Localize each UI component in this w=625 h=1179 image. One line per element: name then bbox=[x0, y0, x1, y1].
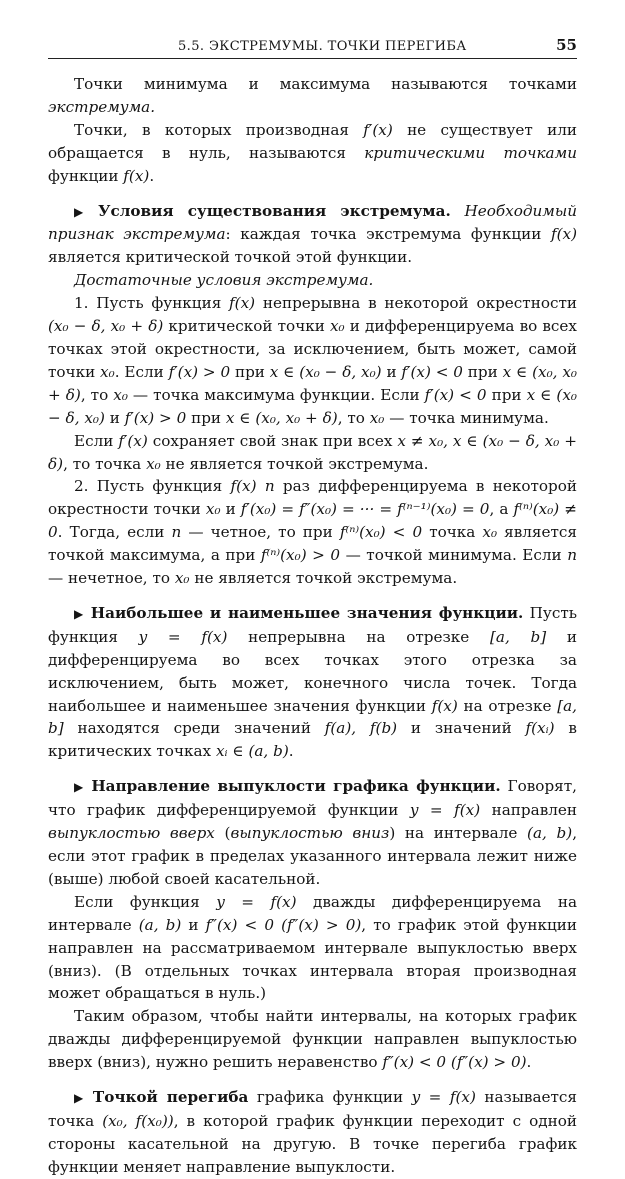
formula: f(xᵢ) bbox=[525, 719, 555, 738]
text: , а bbox=[489, 500, 514, 519]
text: , то bbox=[80, 385, 114, 404]
text: Пусть функция bbox=[48, 603, 578, 646]
formula: y = f(x) bbox=[409, 801, 481, 820]
text: непрерывна в некоторой окрестности bbox=[255, 294, 577, 313]
formula: f′(x) > 0 bbox=[124, 408, 187, 427]
text: , если этот график в пределах указанного интервала лежит ниже (выше) любой своей касательной. bbox=[48, 824, 578, 888]
paragraph-no-extremum-condition bbox=[48, 430, 577, 476]
text: является точкой максимума, а при bbox=[48, 523, 577, 565]
text: не является точкой экстремума. bbox=[160, 454, 429, 473]
formula: y = f(x) bbox=[138, 627, 228, 646]
text: при bbox=[462, 362, 503, 381]
formula: x ≠ x₀, x ∈ (x₀ − δ, x₀ + δ) bbox=[48, 431, 578, 473]
section-marker-icon: ▶ bbox=[74, 780, 86, 795]
formula: x₀ bbox=[113, 385, 128, 404]
text: , то точка bbox=[63, 454, 147, 473]
text: . bbox=[526, 1053, 532, 1072]
text: , то график этой функции направлен на рассматриваемом интервале выпуклостью вверх (вниз). (В отдельных точках интервала вторая производная может обращаться в нуль.) bbox=[48, 915, 577, 1003]
formula: f(x) bbox=[550, 225, 578, 244]
paragraph-first-sufficient-condition bbox=[48, 292, 577, 429]
formula: f′(x₀) = f″(x₀) = ··· = f⁽ⁿ⁻¹⁾(x₀) = 0 bbox=[240, 500, 490, 519]
text: сохраняет свой знак при всех bbox=[147, 431, 398, 450]
section-heading: Условия существования экстремума. bbox=[98, 201, 451, 220]
text: и дифференцируема во всех точках этого отрезка за исключением, быть может, конечного числа точек. Тогда наибольшее и наименьшее значения функции bbox=[48, 627, 577, 715]
section-max-min-values bbox=[48, 602, 577, 763]
text: Точки, в которых производная bbox=[74, 120, 364, 139]
formula: xᵢ ∈ (a, b) bbox=[215, 742, 289, 761]
text: при bbox=[186, 408, 226, 427]
subheading: Достаточные условия экстремума. bbox=[74, 271, 374, 290]
formula: x₀ bbox=[146, 454, 161, 473]
formula: f⁽ⁿ⁾(x₀) > 0 bbox=[260, 546, 341, 565]
section-heading: Наибольшее и наименьшее значения функции. bbox=[90, 603, 524, 622]
section-convexity-direction bbox=[48, 775, 577, 891]
text: и значений bbox=[397, 719, 526, 738]
formula: n bbox=[264, 477, 275, 496]
text: непрерывна на отрезке bbox=[227, 627, 490, 646]
paragraph-critical-points bbox=[48, 119, 577, 188]
text: при bbox=[486, 385, 527, 404]
formula: f(x) bbox=[229, 294, 256, 313]
formula: (x₀, f(x₀)) bbox=[102, 1111, 174, 1130]
text: Если функция bbox=[74, 892, 217, 911]
term-critical-points: критическими точками bbox=[364, 143, 577, 162]
text: ( bbox=[214, 824, 231, 843]
text: графика функции bbox=[248, 1088, 412, 1107]
text bbox=[257, 477, 265, 495]
formula: x ∈ (x₀ − δ, x₀) bbox=[48, 385, 577, 427]
text: точка bbox=[422, 523, 483, 542]
subheading-sufficient-conditions bbox=[48, 269, 577, 292]
formula: n bbox=[567, 546, 577, 565]
text: не является точкой экстремума. bbox=[189, 569, 458, 588]
formula: x ∈ (x₀, x₀ + δ) bbox=[48, 362, 577, 404]
text: — точка максимума функции. Если bbox=[127, 385, 425, 404]
text: Точки минимума и максимума называются точками bbox=[74, 75, 577, 93]
text: ) на интервале bbox=[389, 824, 528, 843]
text: — точка минимума. bbox=[384, 408, 549, 427]
formula: x₀ bbox=[329, 317, 345, 336]
paragraph-second-derivative-test bbox=[48, 891, 577, 1006]
paragraph-extremum-definition bbox=[48, 73, 577, 119]
formula: f(a), f(b) bbox=[324, 719, 398, 738]
text: Таким образом, чтобы найти интервалы, на которых график дважды дифференцируемой функции направлен выпуклостью вверх (вниз), нужно решить неравенство bbox=[48, 1007, 577, 1072]
formula: x₀ bbox=[100, 362, 115, 381]
text: и дифференцируема во всех точках этой окрестности, за исключением, быть может, самой точки bbox=[48, 317, 577, 381]
text: . Тогда, если bbox=[57, 523, 172, 542]
section-extremum-conditions bbox=[48, 200, 577, 270]
section-marker-icon: ▶ bbox=[74, 606, 85, 621]
text: называется точка bbox=[48, 1088, 577, 1130]
text: . bbox=[288, 742, 294, 761]
formula: f(x) bbox=[431, 696, 458, 715]
text: направлен bbox=[480, 801, 577, 820]
section-inflection-point bbox=[48, 1086, 577, 1179]
term-convex-up: выпуклостью вверх bbox=[48, 824, 215, 843]
text: функции bbox=[48, 166, 124, 185]
formula: f′(x) < 0 bbox=[401, 362, 463, 381]
text: при bbox=[230, 362, 270, 381]
formula: f′(x) > 0 bbox=[168, 362, 231, 381]
section-marker-icon: ▶ bbox=[74, 1091, 87, 1106]
formula: x₀ bbox=[369, 408, 385, 427]
text: и bbox=[220, 500, 241, 519]
formula: f⁽ⁿ⁾(x₀) ≠ 0 bbox=[48, 500, 577, 542]
text: не существует или обращается в нуль, называются bbox=[48, 120, 577, 162]
formula: f″(x) < 0 (f″(x) > 0) bbox=[205, 915, 362, 934]
term-extremum: экстремума. bbox=[48, 97, 156, 116]
text: , в которой график функции переходит с одной стороны касательной на другую. В точке перегиба график функции меняет направление выпуклости. bbox=[48, 1111, 577, 1176]
text: . bbox=[149, 166, 155, 185]
text: . Если bbox=[114, 362, 169, 381]
formula: x₀ bbox=[174, 569, 190, 588]
formula: y = f(x) bbox=[411, 1088, 476, 1107]
text: — нечетное, то bbox=[48, 569, 175, 588]
text: и bbox=[104, 408, 125, 427]
text: на отрезке bbox=[457, 696, 558, 715]
text: находятся среди значений bbox=[63, 719, 325, 738]
formula: (a, b) bbox=[138, 915, 182, 934]
page-header bbox=[48, 34, 577, 59]
text: — четное, то при bbox=[181, 523, 340, 542]
formula: f″(x) < 0 (f″(x) > 0) bbox=[382, 1053, 527, 1072]
text: раз дифференцируема в некоторой окрестности точки bbox=[48, 477, 577, 519]
text: критической точки bbox=[163, 317, 330, 336]
section-heading: Направление выпуклости графика функции. bbox=[91, 777, 501, 796]
text: : каждая точка экстремума функции bbox=[225, 225, 551, 244]
formula: n bbox=[171, 523, 182, 542]
text: и bbox=[181, 915, 206, 934]
formula: y = f(x) bbox=[216, 892, 297, 911]
paragraph-second-sufficient-condition bbox=[48, 475, 577, 590]
formula: f⁽ⁿ⁾(x₀) < 0 bbox=[339, 523, 423, 542]
paragraph-solve-inequality bbox=[48, 1005, 577, 1074]
formula: x₀ bbox=[482, 523, 498, 542]
section-heading: Точкой перегиба bbox=[92, 1088, 249, 1107]
term-necessary-condition: Необходимый признак экстремума bbox=[48, 201, 578, 244]
term-convex-down: выпуклостью вниз bbox=[230, 824, 390, 843]
running-head: 5.5. ЭКСТРЕМУМЫ. ТОЧКИ ПЕРЕГИБА bbox=[178, 39, 467, 54]
formula: x₀ bbox=[205, 500, 221, 519]
text: дважды дифференцируема на интервале bbox=[48, 892, 578, 934]
formula: [a, b] bbox=[489, 627, 547, 646]
text: Если bbox=[74, 431, 119, 450]
formula: x ∈ (x₀, x₀ + δ) bbox=[225, 408, 338, 427]
formula: f′(x) bbox=[118, 431, 148, 450]
text: 1. Пусть функция bbox=[74, 294, 230, 313]
text: 2. Пусть функция bbox=[74, 477, 231, 496]
formula: f(x) bbox=[123, 166, 150, 185]
formula: (x₀ − δ, x₀ + δ) bbox=[48, 317, 164, 336]
text: , то bbox=[337, 408, 370, 427]
text: Говорят, что график дифференцируемой функции bbox=[48, 777, 577, 820]
text bbox=[451, 202, 465, 220]
formula: (a, b) bbox=[527, 824, 573, 843]
text: — точкой минимума. Если bbox=[340, 546, 568, 565]
formula: f(x) bbox=[230, 477, 257, 496]
formula: x ∈ (x₀ − δ, x₀) bbox=[269, 362, 382, 381]
page-number: 55 bbox=[556, 36, 577, 54]
text: является критической точкой этой функции. bbox=[48, 248, 413, 267]
formula: [a, b] bbox=[48, 696, 577, 738]
formula: f′(x) < 0 bbox=[424, 385, 487, 404]
text: в критических точках bbox=[48, 719, 577, 761]
section-marker-icon: ▶ bbox=[74, 204, 93, 219]
text: и bbox=[381, 362, 402, 381]
formula: f′(x) bbox=[363, 120, 393, 139]
